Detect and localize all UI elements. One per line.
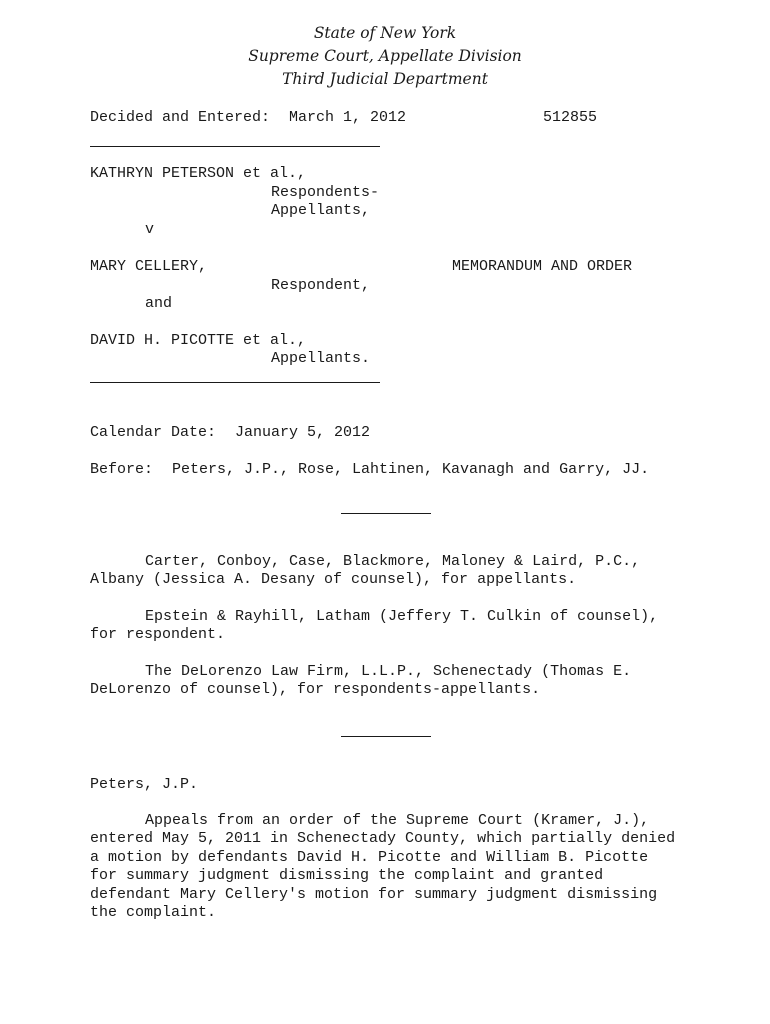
party1-name: KATHRYN PETERSON et al.,: [90, 165, 307, 182]
department-name: Third Judicial Department: [282, 70, 488, 88]
opinion-line: for summary judgment dismissing the complaint and granted: [90, 867, 604, 884]
counsel-line: Epstein & Rayhill, Latham (Jeffery T. Culkin of counsel),: [145, 608, 659, 625]
court-header: [0, 22, 770, 91]
party1-role-line2: Appellants,: [271, 202, 371, 219]
counsel-line: Albany (Jessica A. Desany of counsel), for appellants.: [90, 571, 577, 588]
section-divider-1: [341, 513, 431, 514]
state-name: State of New York: [313, 24, 457, 42]
opinion-line: entered May 5, 2011 in Schenectady County, which partially denied: [90, 830, 676, 847]
decided-date: March 1, 2012: [289, 109, 407, 126]
opinion-line: Appeals from an order of the Supreme Court (Kramer, J.),: [145, 812, 650, 829]
document-type: MEMORANDUM AND ORDER: [452, 258, 633, 275]
opinion-line: defendant Mary Cellery's motion for summary judgment dismissing: [90, 886, 658, 903]
panel-label: Before:: [90, 461, 154, 478]
caption-bottom-rule: [90, 382, 380, 383]
calendar-date: January 5, 2012: [235, 424, 371, 441]
opinion-line: a motion by defendants David H. Picotte and William B. Picotte: [90, 849, 649, 866]
party2-role: Respondent,: [271, 277, 371, 294]
docket-number: 512855: [543, 109, 598, 126]
section-divider-2: [341, 736, 431, 737]
court-name: Supreme Court, Appellate Division: [248, 47, 522, 65]
calendar-label: Calendar Date:: [90, 424, 217, 441]
versus: v: [145, 221, 155, 238]
decided-label: Decided and Entered:: [90, 109, 271, 126]
party3-role: Appellants.: [271, 350, 371, 367]
counsel-line: DeLorenzo of counsel), for respondents-appellants.: [90, 681, 541, 698]
opinion-line: the complaint.: [90, 904, 217, 921]
panel-judges: Peters, J.P., Rose, Lahtinen, Kavanagh and Garry, JJ.: [172, 461, 650, 478]
party3-name: DAVID H. PICOTTE et al.,: [90, 332, 307, 349]
caption-top-rule: [90, 146, 380, 147]
counsel-line: Carter, Conboy, Case, Blackmore, Maloney & Laird, P.C.,: [145, 553, 641, 570]
conjunction: and: [145, 295, 173, 312]
counsel-line: The DeLorenzo Law Firm, L.L.P., Schenectady (Thomas E.: [145, 663, 632, 680]
opinion-author: Peters, J.P.: [90, 776, 199, 793]
party2-name: MARY CELLERY,: [90, 258, 208, 275]
party1-role-line1: Respondents-: [271, 184, 380, 201]
counsel-line: for respondent.: [90, 626, 226, 643]
